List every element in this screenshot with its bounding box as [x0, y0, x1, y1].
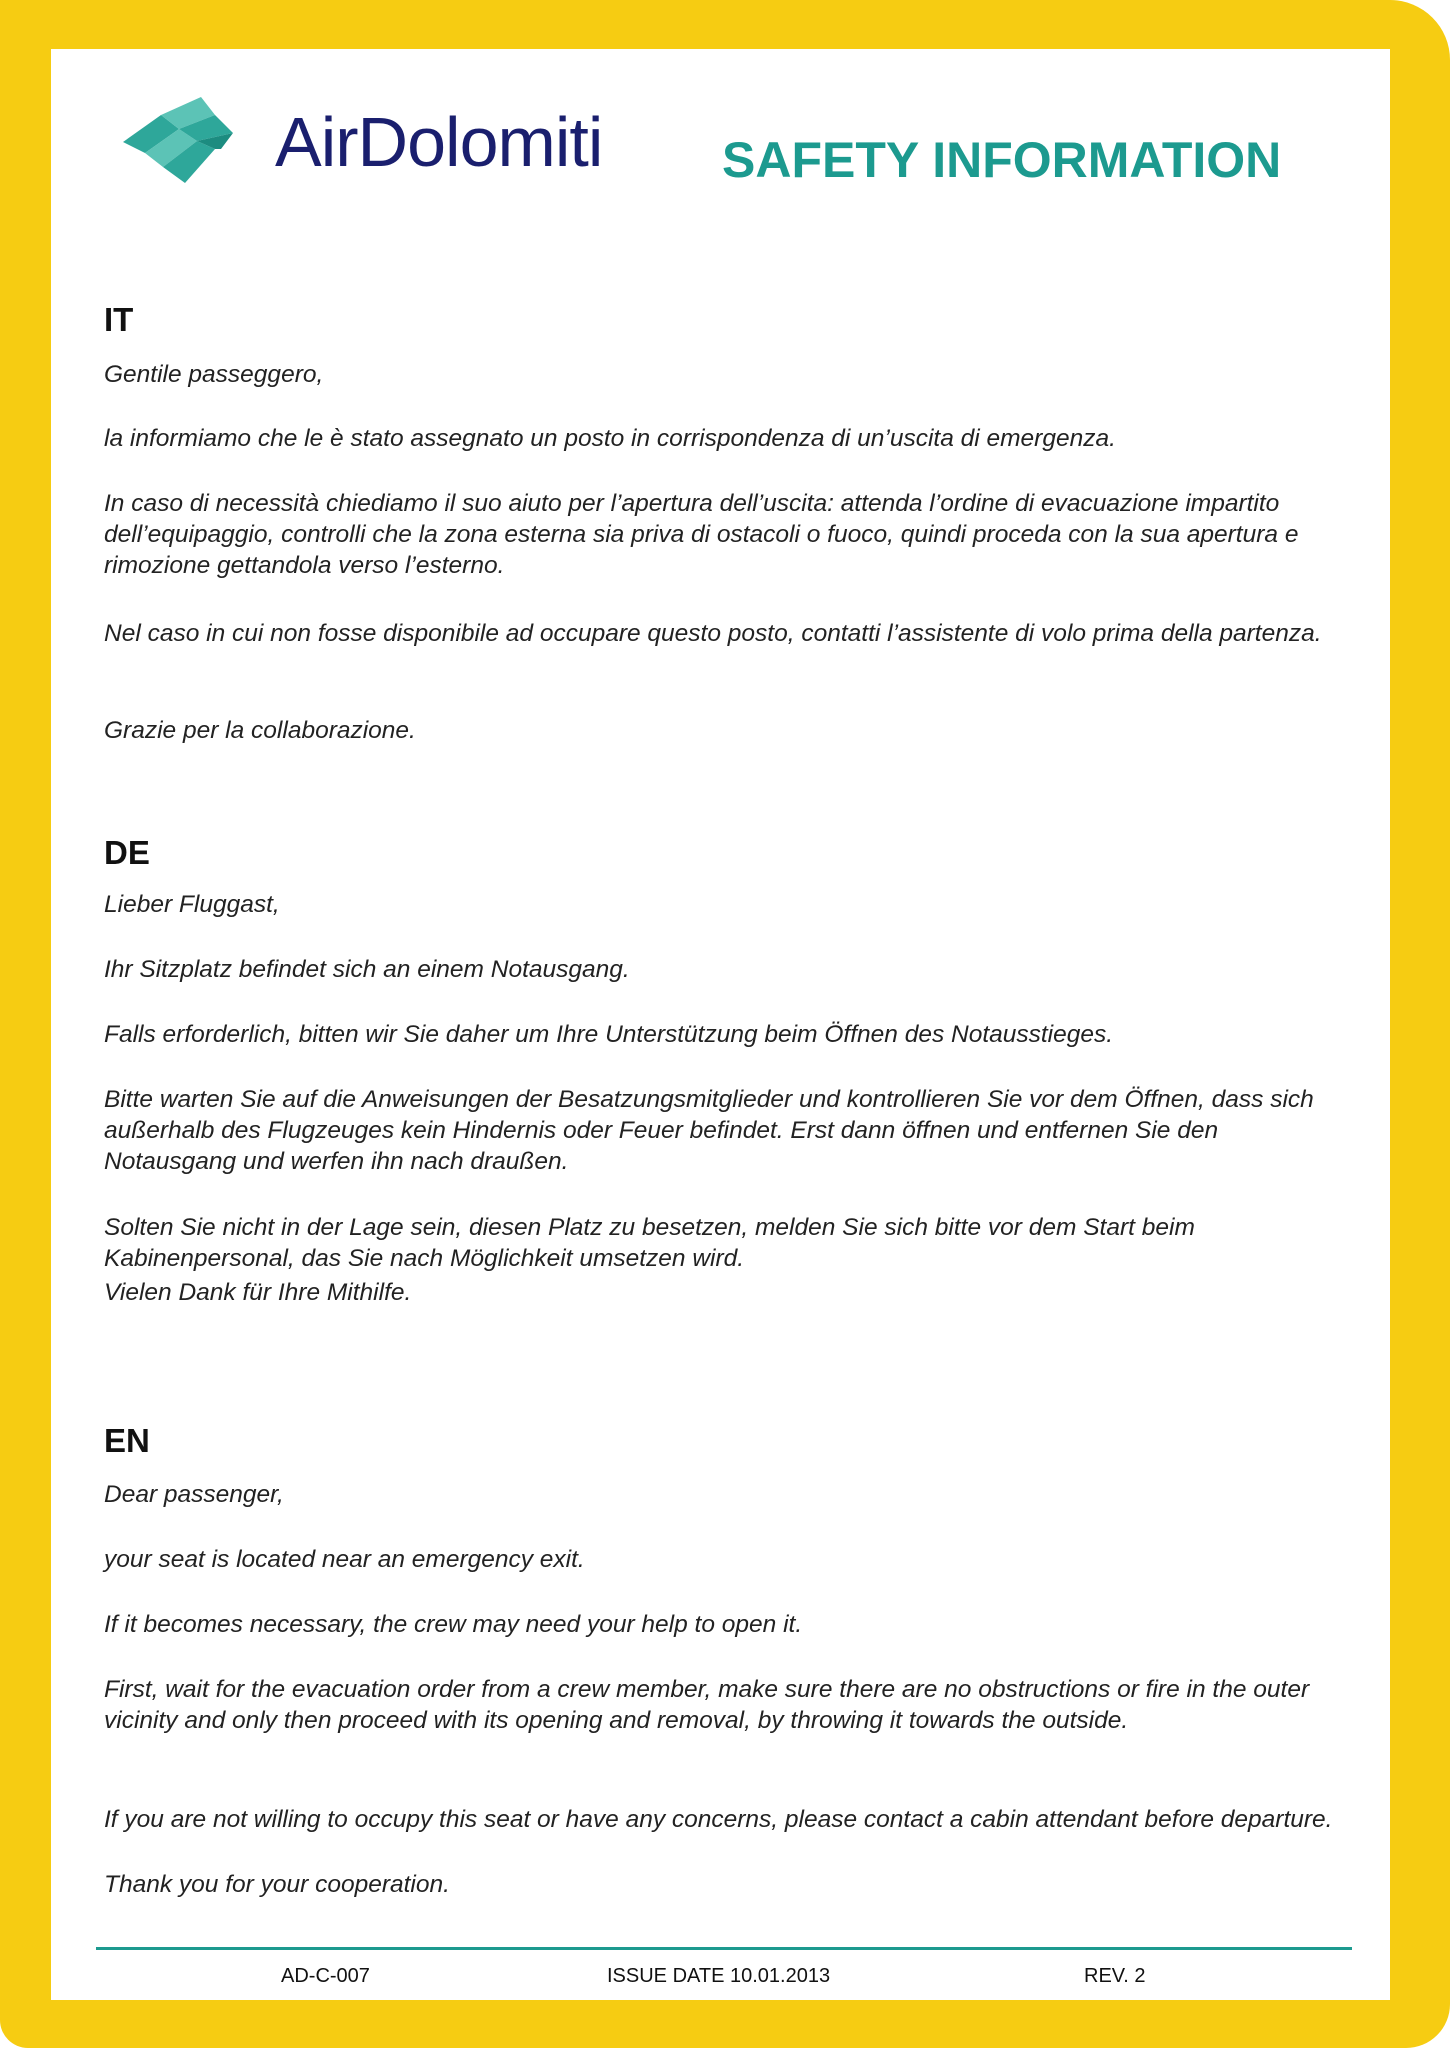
section-en: [104, 1422, 1354, 1898]
paragraph: la informiamo che le è stato assegnato un posto in corrispondenza di un’uscita di emergenza.: [104, 425, 1116, 452]
paragraph: Dear passenger,: [104, 1481, 284, 1508]
paragraph: Vielen Dank für Ihre Mithilfe.: [104, 1279, 412, 1306]
page-title: SAFETY INFORMATION: [722, 132, 1282, 188]
paragraph: Grazie per la collaborazione.: [104, 717, 416, 744]
airdolomiti-logo: [123, 97, 603, 187]
paragraph: If it becomes necessary, the crew may need your help to open it.: [104, 1611, 803, 1638]
section-de: [104, 834, 1354, 1306]
paragraph: your seat is located near an emergency exit.: [104, 1546, 585, 1573]
paragraph: Lieber Fluggast,: [104, 891, 280, 918]
section-lang-label: EN: [104, 1422, 150, 1459]
section-it: [104, 301, 1354, 744]
footer-issue-date: ISSUE DATE 10.01.2013: [607, 1965, 831, 1987]
paragraph: Falls erforderlich, bitten wir Sie daher um Ihre Unterstützung beim Öffnen des Notausstieges.: [104, 1021, 1114, 1048]
logo-mark-icon: [123, 97, 283, 187]
paragraph: In caso di necessità chiediamo il suo aiuto per l’apertura dell’uscita: attenda l’ordine di evacuazione impartito dell’equipaggio, controlli che la zona esterna sia priva di ostacoli o fuoco, quindi proceda con la sua apertura e rimozione gettandola verso l’esterno.: [104, 490, 1299, 579]
footer-doc-code: AD-C-007: [281, 1965, 370, 1987]
paragraph: If you are not willing to occupy this seat or have any concerns, please contact a cabin attendant before departure.: [104, 1806, 1333, 1833]
paragraph: Solten Sie nicht in der Lage sein, diesen Platz zu besetzen, melden Sie sich bitte vor dem Start beim Kabinenpersonal, das Sie nach Möglichkeit umsetzen wird.: [104, 1214, 1195, 1272]
section-lang-label: IT: [104, 301, 134, 338]
paragraph: Gentile passeggero,: [104, 361, 324, 388]
paragraph: Thank you for your cooperation.: [104, 1871, 450, 1898]
paragraph: Nel caso in cui non fosse disponibile ad occupare questo posto, contatti l’assistente di volo prima della partenza.: [104, 620, 1322, 647]
paragraph: First, wait for the evacuation order from a crew member, make sure there are no obstructions or fire in the outer vicinity and only then proceed with its opening and removal, by throwing it towards the outside.: [104, 1676, 1310, 1734]
paragraph: Ihr Sitzplatz befindet sich an einem Notausgang.: [104, 956, 630, 983]
paragraph: Bitte warten Sie auf die Anweisungen der Besatzungsmitglieder und kontrollieren Sie vor dem Öffnen, dass sich außerhalb des Flugzeuges kein Hindernis oder Feuer befindet. Erst dann öffnen und entfernen Sie den Notausgang und werfen ihn nach draußen.: [104, 1086, 1314, 1175]
brand-name: AirDolomiti: [275, 103, 603, 181]
footer-revision: REV. 2: [1084, 1965, 1146, 1987]
section-lang-label: DE: [104, 834, 150, 871]
footer-divider: [96, 1947, 1352, 1950]
safety-sheet: [51, 49, 1390, 2000]
